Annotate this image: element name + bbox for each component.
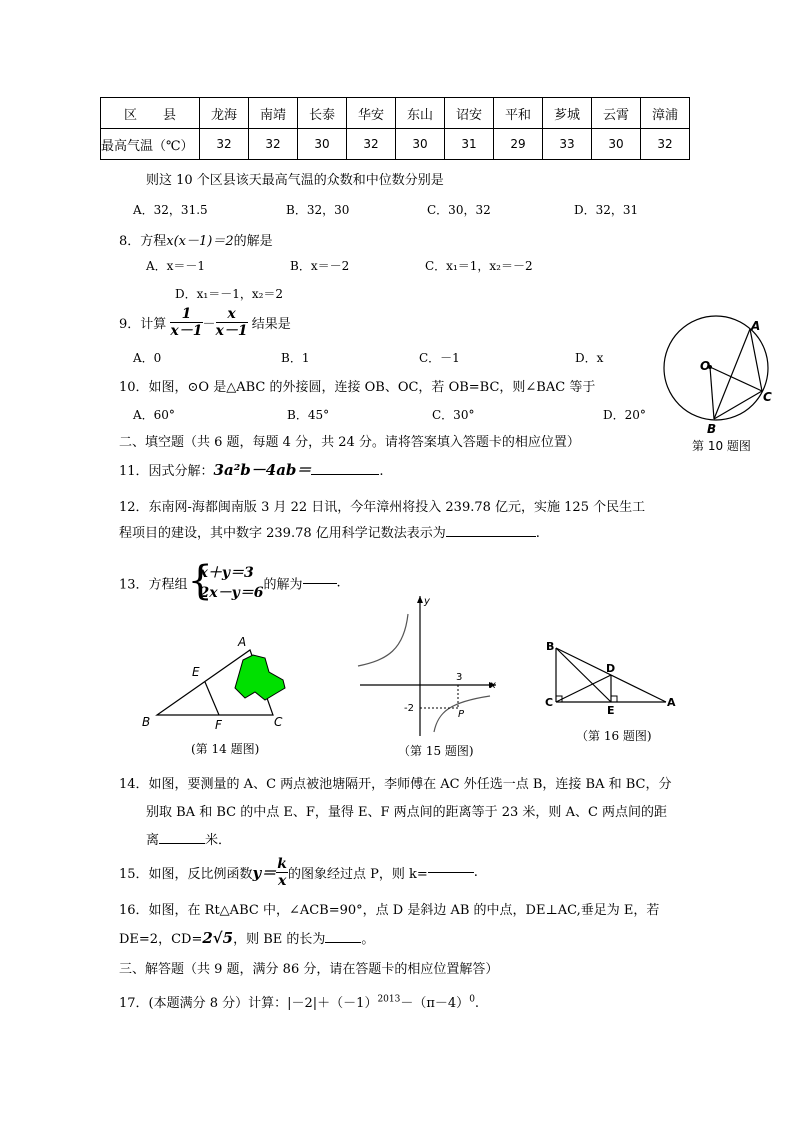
temp-cell: 33: [543, 129, 592, 160]
table-row-label: 最高气温（℃）: [101, 129, 200, 160]
q8-stem: [119, 230, 273, 249]
segment-ef: [205, 682, 219, 715]
q8-tail: 的解是: [233, 234, 273, 249]
q16-line-1: 16．如图，在 Rt△ABC 中，∠ACB=90°，点 D 是斜边 AB 的中点，DE⊥AC,垂足为 E，若: [119, 903, 660, 918]
label-a: A: [667, 696, 676, 709]
q10-circle-figure: [660, 315, 780, 435]
q15-end: .: [473, 865, 478, 880]
q17-tail: －（π－4）: [400, 996, 470, 1011]
county-cell: 东山: [396, 98, 445, 129]
right-angle-mark-e: [611, 696, 617, 702]
q9-fraction-1: [170, 306, 202, 339]
q9-frac2-numerator: x: [216, 306, 248, 323]
q16-line-2d: 。: [361, 932, 375, 947]
q13-end: .: [336, 575, 341, 591]
label-b: B: [707, 422, 717, 435]
q8-option-c: C．x₁＝1，x₂＝－2: [425, 259, 533, 273]
label-x: x: [490, 680, 496, 691]
q9-minus: －: [202, 317, 216, 332]
q10-option-c: C．30°: [432, 408, 475, 422]
hyperbola-branch-upper-left: [358, 614, 408, 666]
temp-cell: 30: [298, 129, 347, 160]
label-c: C: [763, 390, 772, 404]
label-e: E: [192, 665, 200, 679]
q10-stem: 10．如图，⊙O 是△ABC 的外接圆，连接 OB、OC，若 OB=BC，则∠BAC 等于: [119, 380, 596, 395]
county-cell: 平和: [494, 98, 543, 129]
q11-end: .: [379, 464, 384, 479]
q13-tail: 的解为: [263, 577, 303, 593]
q8-option-d: D．x₁＝－1，x₂＝2: [175, 287, 284, 301]
q7-option-d: D．32，31: [574, 203, 639, 217]
label-e: E: [607, 704, 615, 716]
q16-figure-caption: （第 16 题图): [576, 729, 652, 743]
q10-option-d: D．20°: [603, 408, 646, 422]
label-b: B: [546, 640, 555, 653]
q16-answer-blank: [325, 942, 361, 943]
label-b: B: [142, 715, 151, 729]
q7-option-a: A．32，31.5: [133, 203, 208, 217]
table-header-label: 区 县: [101, 98, 200, 129]
q11: [119, 459, 384, 480]
segment-ac: [750, 329, 762, 391]
q15-hyperbola-figure: [352, 590, 502, 740]
q17-end: .: [474, 996, 480, 1011]
y-axis-arrow: [417, 596, 423, 603]
q15-answer-blank: [428, 872, 474, 873]
q16-line-2: [119, 928, 374, 947]
county-cell: 芗城: [543, 98, 592, 129]
q14-pond-figure: [135, 630, 295, 735]
temp-cell: 32: [200, 129, 249, 160]
q10-option-b: B．45°: [287, 408, 330, 422]
table-header-row: [101, 98, 690, 129]
q14-line-2: 别取 BA 和 BC 的中点 E、F，量得 E、F 两点间的距离等于 23 米，则 A、C 两点间的距: [146, 805, 668, 820]
q14-line-3: [146, 829, 231, 848]
q8-option-b: B．x＝－2: [290, 259, 350, 273]
q9-frac2-denominator: x－1: [215, 323, 248, 339]
county-cell: 龙海: [200, 98, 249, 129]
county-cell: 长泰: [298, 98, 347, 129]
label-neg-2: -2: [404, 703, 414, 714]
label-a: A: [751, 319, 761, 333]
q9-option-a: A．0: [133, 351, 162, 365]
q12-line-1: 12．东南网-海都闽南版 3 月 22 日讯，今年漳州将投入 239.78 亿元，实施 125 个民生工: [119, 500, 646, 515]
q7-stem: 则这 10 个区县该天最高气温的众数和中位数分别是: [146, 173, 444, 188]
segment-cd: [556, 675, 611, 702]
q7-option-b: B．32，30: [286, 203, 350, 217]
q9-number: 9．计算: [119, 317, 167, 332]
q8-equation: x(x－1)＝2: [166, 234, 234, 249]
temp-cell: 29: [494, 129, 543, 160]
q15-figure-caption: （第 15 题图): [398, 744, 474, 758]
section-3-heading: 三、解答题（共 9 题，满分 86 分，请在答题卡的相应位置解答）: [119, 962, 499, 977]
q7-option-c: C．30，32: [427, 203, 491, 217]
q9-option-b: B．1: [281, 351, 310, 365]
label-d: D: [606, 662, 616, 675]
label-3: 3: [456, 672, 463, 683]
q16-line-2c: ，则 BE 的长为: [233, 932, 326, 947]
q9-tail: 结果是: [251, 317, 291, 332]
temp-cell: 31: [445, 129, 494, 160]
county-cell: 云霄: [592, 98, 641, 129]
segment-ob: [710, 367, 714, 419]
segment-be: [556, 648, 611, 702]
q13-prefix: 13．方程组: [119, 577, 188, 593]
q13-eq-1: x＋y＝3: [199, 565, 254, 581]
q8-number: 8．方程: [119, 234, 167, 249]
q15-fraction: [276, 856, 288, 889]
q15-denominator: x: [277, 873, 287, 889]
q13-brace: {: [187, 558, 213, 604]
segment-ba: [714, 329, 750, 419]
q8-option-a: A．x＝－1: [146, 259, 206, 273]
q13-equation-system: [187, 558, 264, 604]
label-p: P: [458, 709, 465, 720]
county-cell: 漳浦: [641, 98, 690, 129]
q16-triangle-figure: [540, 636, 680, 716]
q15-numerator: k: [277, 856, 287, 872]
q12-answer-blank: [446, 536, 536, 537]
q11-answer-blank: [311, 474, 379, 475]
q12-end: .: [535, 526, 540, 541]
q16-line-2a: DE=2，CD=: [119, 932, 203, 947]
q17-exponent: 2013: [377, 994, 401, 1005]
q9-option-c: C．－1: [419, 351, 460, 365]
temperature-table: [100, 97, 690, 160]
q14-line-1: 14．如图，要测量的 A、C 两点被池塘隔开，李师傅在 AC 外任选一点 B，连接 BA 和 BC，分: [119, 777, 672, 792]
q12-line-2: [119, 522, 540, 541]
county-cell: 诏安: [445, 98, 494, 129]
label-c: C: [545, 696, 554, 709]
q15-prefix: 15．如图，反比例函数: [119, 867, 253, 882]
q13-eq-2: 2x－y＝6: [199, 585, 264, 601]
section-2-heading: 二、填空题（共 6 题，每题 4 分，共 24 分。请将答案填入答题卡的相应位置）: [119, 435, 580, 450]
county-cell: 华安: [347, 98, 396, 129]
q13: [119, 558, 341, 604]
temp-cell: 32: [249, 129, 298, 160]
q17: [119, 992, 479, 1011]
segment-oc: [710, 367, 762, 391]
q14-line-3b: 米．: [205, 833, 232, 848]
label-o: O: [700, 359, 711, 373]
q15-mid: 的图象经过点 P，则 k=: [287, 867, 428, 882]
q9-frac1-denominator: x－1: [170, 323, 203, 339]
q16-cd-value: 2√5: [202, 929, 234, 947]
temp-cell: 32: [347, 129, 396, 160]
q9-frac1-numerator: 1: [170, 306, 202, 323]
temp-cell: 30: [396, 129, 445, 160]
temp-cell: 30: [592, 129, 641, 160]
q17-text: 17．(本题满分 8 分）计算：|－2|＋（－1）: [119, 996, 378, 1011]
q14-figure-caption: (第 14 题图): [191, 742, 260, 756]
county-cell: 南靖: [249, 98, 298, 129]
q15-y: y＝: [252, 864, 277, 882]
temp-cell: 32: [641, 129, 690, 160]
label-a: A: [238, 635, 247, 649]
q9-option-d: D．x: [575, 351, 604, 365]
q9-fraction-2: [216, 306, 248, 339]
q14-answer-blank: [159, 843, 205, 844]
q11-prefix: 11．因式分解：: [119, 464, 214, 479]
label-c: C: [274, 715, 283, 729]
pond-shape: [235, 655, 285, 700]
q9-stem: [119, 306, 291, 339]
label-f: F: [215, 718, 222, 732]
q14-line-3a: 离: [146, 833, 160, 848]
q15: [119, 856, 478, 889]
q10-figure-caption: 第 10 题图: [692, 439, 751, 453]
label-y: y: [424, 596, 430, 607]
table-temp-row: [101, 129, 690, 160]
q10-option-a: A．60°: [133, 408, 175, 422]
q11-expression: 3a²b－4ab＝: [213, 461, 312, 479]
q17-exponent-0: 0: [469, 994, 475, 1005]
q12-line-2-text: 程项目的建设，其中数字 239.78 亿用科学记数法表示为: [119, 526, 446, 541]
q13-answer-blank: [303, 583, 337, 584]
